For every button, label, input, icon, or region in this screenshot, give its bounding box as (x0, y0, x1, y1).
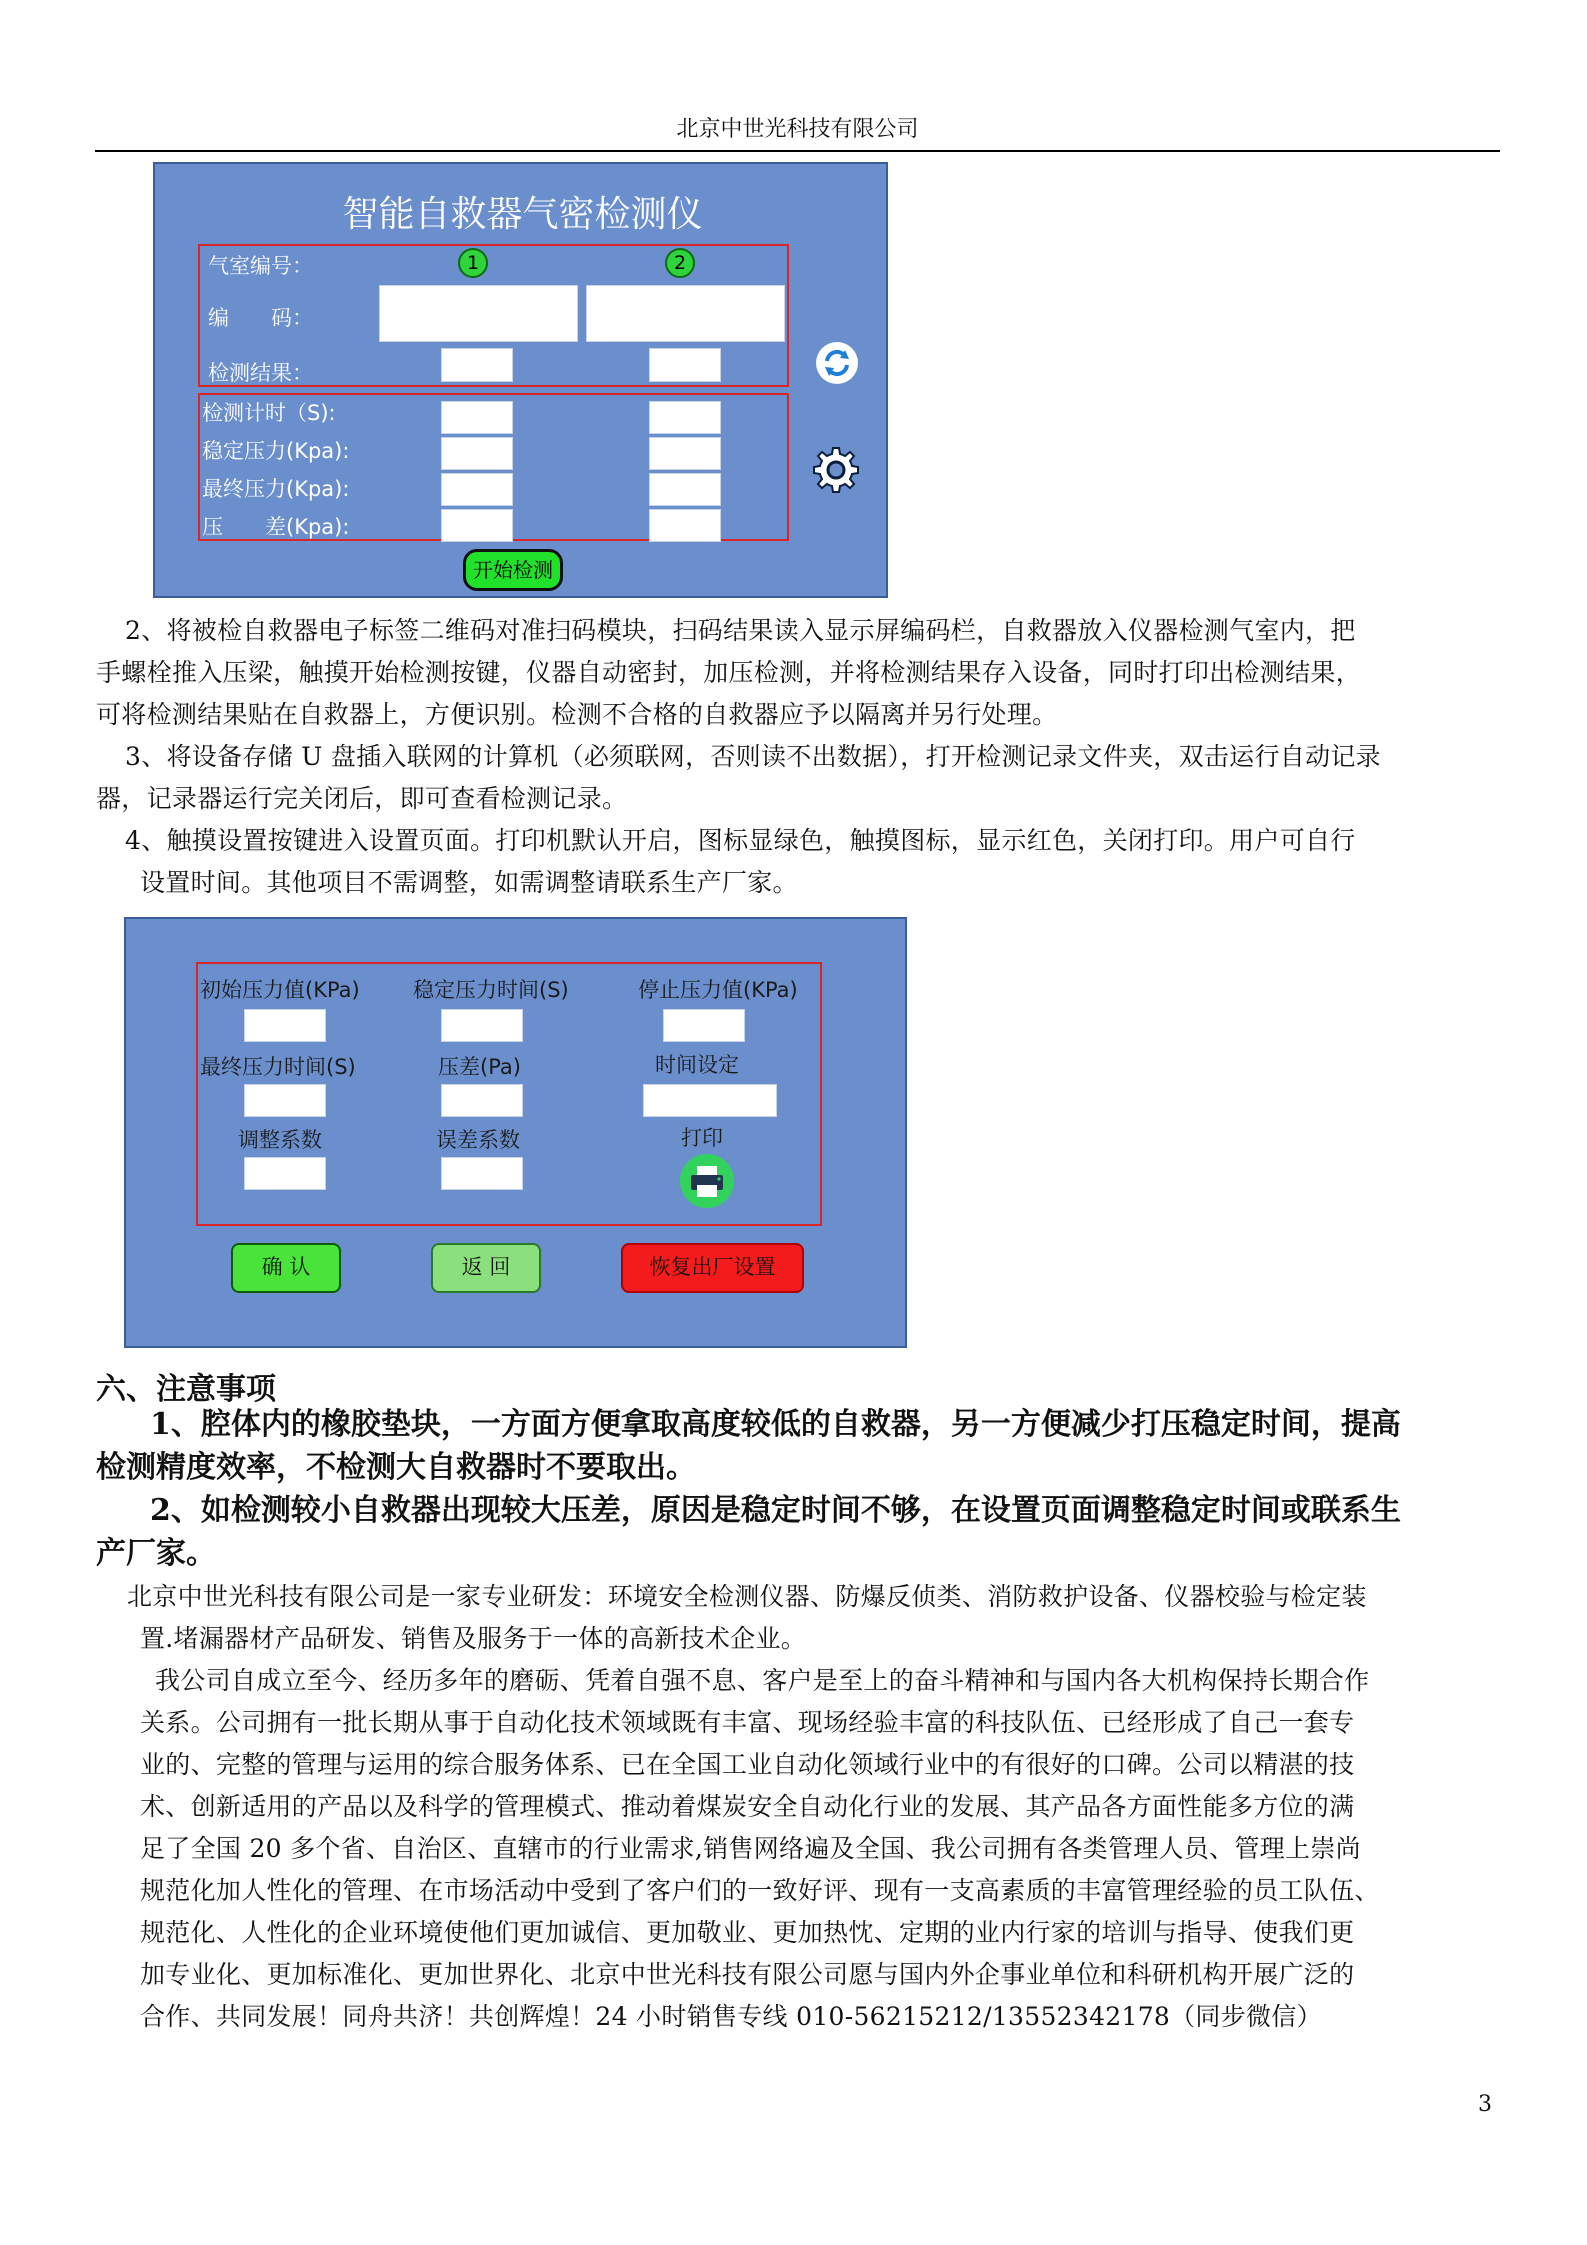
step2-line1: 2、将被检自救器电子标签二维码对准扫码模块，扫码结果读入显示屏编码栏，自救器放入仪器检测气室内，把 (125, 616, 1356, 645)
settings-panel (196, 962, 822, 1226)
step4-line1: 4、触摸设置按键进入设置页面。打印机默认开启，图标显绿色，触摸图标，显示红色，关闭打印。用户可自行 (125, 826, 1356, 855)
chamber-2-indicator: 2 (665, 248, 695, 278)
detector-main-screen (153, 162, 888, 598)
code-label: 编 码： (208, 306, 313, 330)
result-field-2 (649, 348, 721, 382)
step3-line1: 3、将设备存储 U 盘插入联网的计算机（必须联网，否则读不出数据），打开检测记录文件夹，双击运行自动记录 (125, 742, 1381, 771)
result-field-1 (441, 348, 513, 382)
final-pressure-label: 最终压力(Kpa): (202, 477, 350, 501)
error-coef-label: 误差系数 (436, 1128, 520, 1152)
section-heading: 六、注意事项 (96, 1372, 276, 1407)
code-field-2[interactable] (586, 285, 785, 342)
timer-field-2 (649, 401, 721, 434)
chamber-number-label: 气室编号： (208, 254, 313, 278)
step2-line2: 手螺栓推入压梁，触摸开始检测按键，仪器自动密封，加压检测，并将检测结果存入设备，同时打印出检测结果， (96, 658, 1362, 687)
company-line9: 规范化、人性化的企业环境使他们更加诚信、更加敬业、更加热忱、定期的业内行家的培训与指导、使我们更 (140, 1918, 1355, 1947)
company-line2: 置.堵漏器材产品研发、销售及服务于一体的高新技术企业。 (140, 1624, 807, 1653)
chamber-info-panel (198, 244, 789, 387)
company-line8: 规范化加人性化的管理、在市场活动中受到了客户们的一致好评、现有一支高素质的丰富管理经验的员工队伍、 (140, 1876, 1380, 1905)
diff-field-1 (441, 509, 513, 542)
pressure-diff-input[interactable] (441, 1084, 523, 1117)
note2-line2: 产厂家。 (96, 1536, 216, 1571)
page-header: 北京中世光科技有限公司 (95, 110, 1500, 152)
printer-icon[interactable] (679, 1153, 735, 1209)
back-button[interactable]: 返 回 (431, 1243, 541, 1293)
stable-field-1 (441, 437, 513, 470)
confirm-button[interactable]: 确 认 (231, 1243, 341, 1293)
pressure-diff-label: 压 差(Kpa): (202, 515, 350, 539)
measurement-panel (198, 393, 789, 541)
company-line7: 足了全国 20 多个省、自治区、直辖市的行业需求,销售网络遍及全国、我公司拥有各类管理人员、管理上崇尚 (140, 1834, 1361, 1863)
error-coef-input[interactable] (441, 1157, 523, 1190)
result-label: 检测结果： (208, 361, 313, 385)
init-pressure-input[interactable] (244, 1009, 326, 1042)
company-line6: 术、创新适用的产品以及科学的管理模式、推动着煤炭安全自动化行业的发展、其产品各方面性能多方位的满 (140, 1792, 1355, 1821)
page-number: 3 (1478, 2092, 1492, 2117)
company-line10: 加专业化、更加标准化、更加世界化、北京中世光科技有限公司愿与国内外企事业单位和科研机构开展广泛的 (140, 1960, 1355, 1989)
final-field-2 (649, 473, 721, 506)
stable-time-label: 稳定压力时间(S) (413, 978, 569, 1002)
step4-line2: 设置时间。其他项目不需调整，如需调整请联系生产厂家。 (140, 868, 798, 897)
stable-time-input[interactable] (441, 1009, 523, 1042)
step3-line2: 器，记录器运行完关闭后，即可查看检测记录。 (96, 784, 628, 813)
chamber-1-indicator: 1 (458, 248, 488, 278)
stop-pressure-label: 停止压力值(KPa) (638, 978, 798, 1002)
timer-field-1 (441, 401, 513, 434)
adjust-coef-input[interactable] (244, 1157, 326, 1190)
time-setting-label: 时间设定 (655, 1053, 739, 1077)
final-field-1 (441, 473, 513, 506)
stable-pressure-label: 稳定压力(Kpa): (202, 439, 350, 463)
step2-line3: 可将检测结果贴在自救器上，方便识别。检测不合格的自救器应予以隔离并另行处理。 (96, 700, 1058, 729)
init-pressure-label: 初始压力值(KPa) (200, 978, 360, 1002)
diff-field-2 (649, 509, 721, 542)
screen-title: 智能自救器气密检测仪 (342, 194, 703, 235)
settings-screen (124, 917, 907, 1348)
stop-pressure-input[interactable] (663, 1009, 745, 1042)
note1-line2: 检测精度效率，不检测大自救器时不要取出。 (96, 1450, 696, 1485)
print-label: 打印 (681, 1126, 723, 1150)
gear-icon[interactable] (810, 444, 862, 496)
company-line4: 关系。公司拥有一批长期从事于自动化技术领域既有丰富、现场经验丰富的科技队伍、已经形成了自己一套专 (140, 1708, 1355, 1737)
timer-label: 检测计时（S): (202, 401, 336, 425)
company-line11: 合作、共同发展！同舟共济！共创辉煌！24 小时销售专线 010-56215212/13552342178（同步微信） (140, 2002, 1322, 2031)
refresh-icon[interactable] (814, 340, 860, 386)
company-line3: 我公司自成立至今、经历多年的磨砺、凭着自强不息、客户是至上的奋斗精神和与国内各大机构保持长期合作 (155, 1666, 1370, 1695)
company-line5: 业的、完整的管理与运用的综合服务体系、已在全国工业自动化领域行业中的有很好的口碑。公司以精湛的技 (140, 1750, 1355, 1779)
factory-reset-button[interactable]: 恢复出厂设置 (621, 1243, 804, 1293)
note1-line1: 1、腔体内的橡胶垫块，一方面方便拿取高度较低的自救器，另一方便减少打压稳定时间，提高 (150, 1407, 1401, 1442)
adjust-coef-label: 调整系数 (238, 1128, 322, 1152)
note2-line1: 2、如检测较小自救器出现较大压差，原因是稳定时间不够，在设置页面调整稳定时间或联系生 (150, 1493, 1401, 1528)
start-test-button[interactable]: 开始检测 (463, 549, 563, 591)
pressure-diff-label: 压差(Pa) (438, 1055, 521, 1079)
time-setting-input[interactable] (643, 1084, 777, 1117)
stable-field-2 (649, 437, 721, 470)
final-time-label: 最终压力时间(S) (200, 1055, 356, 1079)
code-field-1[interactable] (379, 285, 578, 342)
final-time-input[interactable] (244, 1084, 326, 1117)
company-line1: 北京中世光科技有限公司是一家专业研发：环境安全检测仪器、防爆反侦类、消防救护设备、仪器校验与检定装 (127, 1582, 1367, 1611)
